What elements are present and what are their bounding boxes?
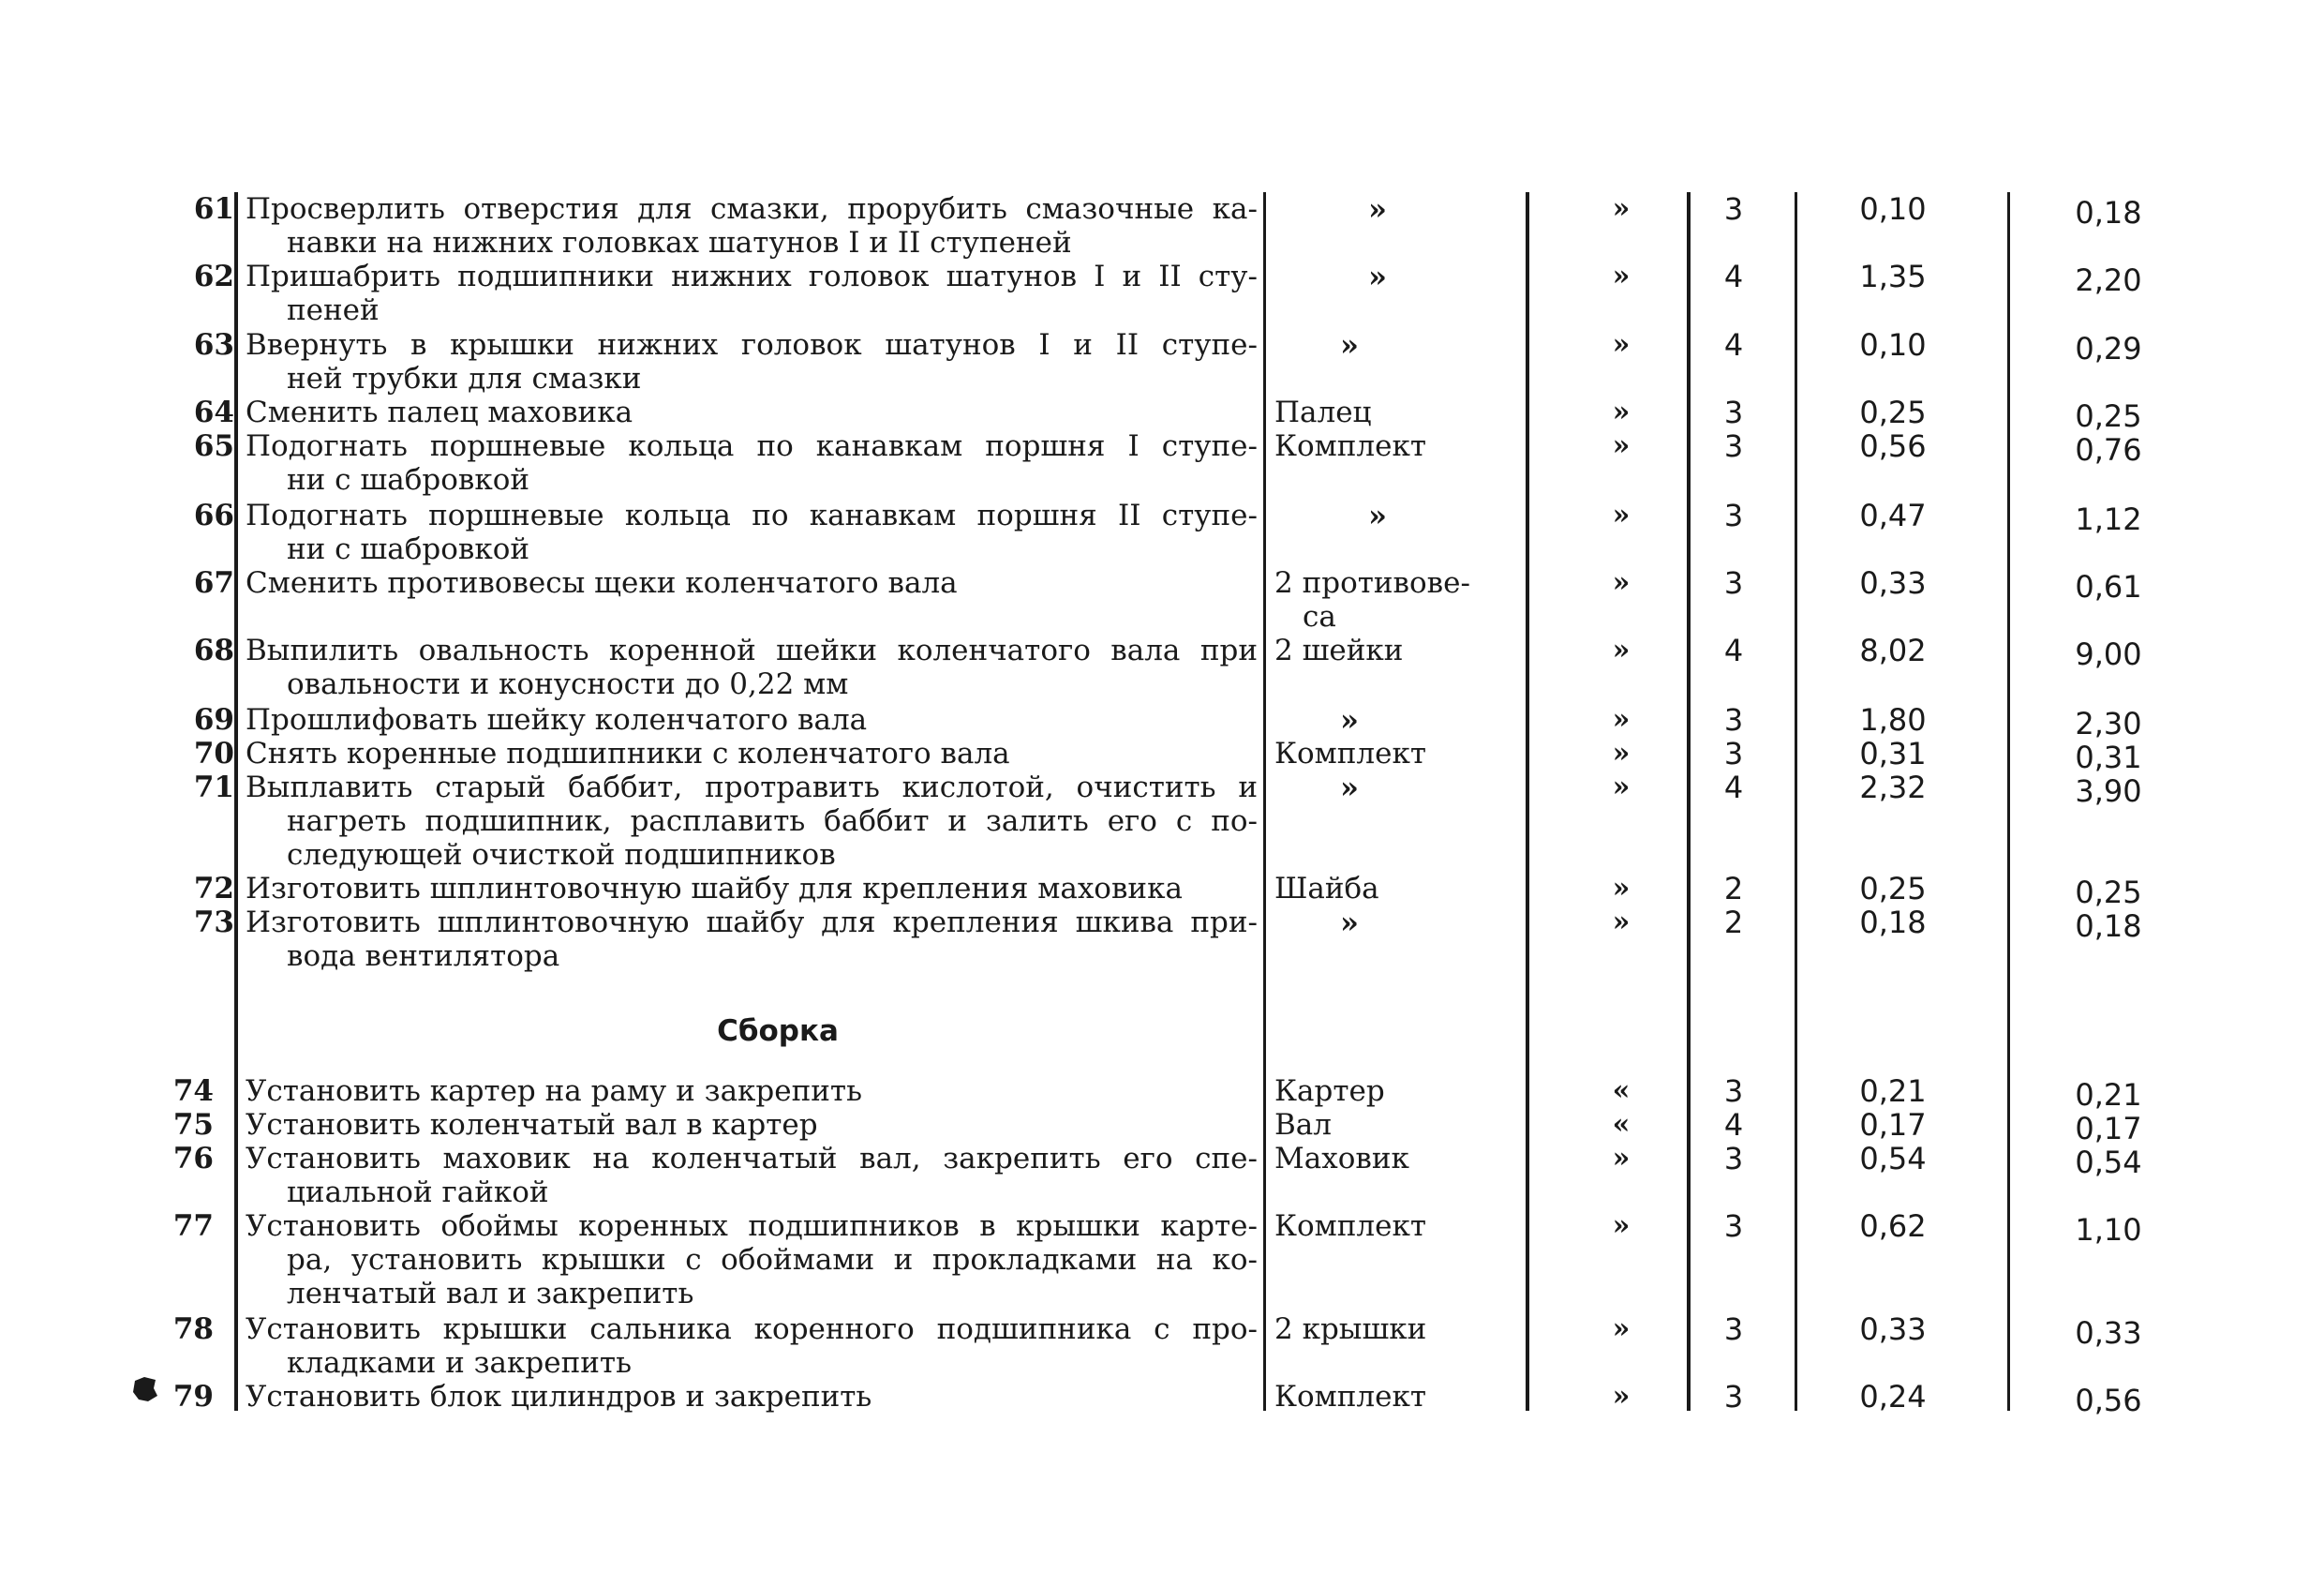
- time-value: 0,33: [1859, 565, 1927, 601]
- row-number: 66: [193, 499, 234, 532]
- norm-value: 0,29: [2075, 331, 2142, 367]
- rule-c3-c4: [1795, 192, 1797, 1411]
- row-description: [246, 499, 1258, 566]
- ditto-mark: »: [1340, 702, 1359, 738]
- description-line: Выпилить овальность коренной шейки коленчатого вала при: [246, 634, 1258, 667]
- description-line: Подогнать поршневые кольца по канавкам поршня I ступе-: [246, 429, 1258, 463]
- grade-value: 4: [1723, 770, 1744, 805]
- description-line: Установить коленчатый вал в картер: [246, 1108, 818, 1142]
- row-description: [246, 1312, 1258, 1380]
- row-number: 62: [193, 260, 234, 293]
- row-description: [246, 703, 1258, 737]
- row-number: 74: [172, 1074, 214, 1108]
- norm-value: 9,00: [2075, 636, 2142, 672]
- grade-value: 4: [1723, 633, 1744, 668]
- norm-value: 1,12: [2075, 502, 2142, 537]
- time-value: 0,10: [1859, 327, 1927, 363]
- row-number: 68: [193, 634, 234, 667]
- grade-value: 3: [1723, 498, 1744, 533]
- grade-value: 3: [1723, 1141, 1744, 1176]
- row-object: 2 шейки: [1274, 634, 1404, 667]
- ditto-mark-column: »: [1612, 1142, 1631, 1175]
- norm-value: 0,21: [2075, 1077, 2142, 1113]
- row-description: [246, 1209, 1258, 1310]
- row-description: [246, 737, 1258, 771]
- row-description: [246, 192, 1258, 260]
- row-number: 69: [193, 703, 234, 737]
- ditto-mark: »: [1340, 770, 1359, 805]
- norm-value: 0,18: [2075, 195, 2142, 231]
- row-description: [246, 1380, 1258, 1414]
- norm-value: 0,54: [2075, 1145, 2142, 1180]
- row-number: 79: [172, 1380, 214, 1414]
- grade-value: 3: [1723, 428, 1744, 464]
- description-line: следующей очисткой подшипников: [287, 838, 836, 872]
- ditto-mark-column: »: [1612, 1209, 1631, 1242]
- row-number: 72: [193, 872, 234, 906]
- time-value: 0,10: [1859, 191, 1927, 227]
- ditto-mark-column: »: [1612, 872, 1631, 905]
- row-object: Комплект: [1274, 1380, 1426, 1414]
- description-line: Выплавить старый баббит, протравить кислотой, очистить и: [246, 771, 1258, 804]
- norm-value: 0,56: [2075, 1383, 2142, 1418]
- time-value: 0,47: [1859, 498, 1927, 533]
- description-line: Прошлифовать шейку коленчатого вала: [246, 703, 868, 737]
- ditto-mark-column: «: [1612, 1074, 1631, 1107]
- norm-value: 0,61: [2075, 569, 2142, 605]
- norm-value: 0,33: [2075, 1315, 2142, 1351]
- row-number: 73: [193, 906, 234, 939]
- description-line: ленчатый вал и закрепить: [287, 1277, 694, 1310]
- row-description: [246, 1108, 1258, 1142]
- grade-value: 3: [1723, 736, 1744, 771]
- description-line: Сменить палец маховика: [246, 396, 633, 429]
- description-line: Просверлить отверстия для смазки, прорубить смазочные ка-: [246, 192, 1258, 226]
- ditto-mark-column: »: [1612, 634, 1631, 666]
- row-object: Шайба: [1274, 872, 1379, 906]
- row-description: [246, 396, 1258, 429]
- description-line: Ввернуть в крышки нижних головок шатунов I и II ступе-: [246, 328, 1258, 362]
- time-value: 8,02: [1859, 633, 1927, 668]
- description-line: Установить обоймы коренных подшипников в крышки карте-: [246, 1209, 1258, 1243]
- row-description: [246, 328, 1258, 396]
- row-description: [246, 260, 1258, 327]
- time-value: 0,62: [1859, 1208, 1927, 1244]
- row-object: Картер: [1274, 1074, 1385, 1108]
- description-line: Установить картер на раму и закрепить: [246, 1074, 862, 1108]
- row-object: 2 крышки: [1274, 1312, 1427, 1346]
- grade-value: 3: [1723, 1208, 1744, 1244]
- row-description: [246, 634, 1258, 701]
- ditto-mark-column: »: [1612, 260, 1631, 292]
- row-number: 70: [193, 737, 234, 771]
- ditto-mark-column: »: [1612, 396, 1631, 428]
- time-value: 0,54: [1859, 1141, 1927, 1176]
- description-line: Подогнать поршневые кольца по канавкам поршня II ступе-: [246, 499, 1258, 532]
- grade-value: 3: [1723, 1311, 1744, 1347]
- norm-value: 1,10: [2075, 1212, 2142, 1248]
- rule-c4-c5: [2007, 192, 2010, 1411]
- description-line: нагреть подшипник, расплавить баббит и залить его с по-: [287, 804, 1258, 838]
- row-description: [246, 906, 1258, 973]
- description-line: Изготовить шплинтовочную шайбу для крепления шкива при-: [246, 906, 1258, 939]
- description-line: Снять коренные подшипники с коленчатого вала: [246, 737, 1010, 771]
- row-object: Комплект: [1274, 1209, 1426, 1243]
- description-line: ни с шабровкой: [287, 463, 530, 497]
- time-value: 0,56: [1859, 428, 1927, 464]
- row-object: Вал: [1274, 1108, 1332, 1142]
- row-object: Комплект: [1274, 737, 1426, 771]
- row-number: 76: [172, 1142, 214, 1175]
- norm-value: 2,20: [2075, 262, 2142, 298]
- row-object: 2 противове-: [1274, 566, 1470, 600]
- row-description: [246, 771, 1258, 872]
- row-object: Комплект: [1274, 429, 1426, 463]
- ditto-mark: »: [1368, 498, 1387, 533]
- grade-value: 3: [1723, 565, 1744, 601]
- ditto-mark-column: «: [1612, 1108, 1631, 1141]
- norm-value: 3,90: [2075, 773, 2142, 809]
- row-number: 75: [172, 1108, 214, 1142]
- time-value: 0,18: [1859, 905, 1927, 940]
- ditto-mark: »: [1340, 327, 1359, 363]
- ditto-mark-column: »: [1612, 429, 1631, 462]
- ditto-mark: »: [1368, 191, 1387, 227]
- description-line: ней трубки для смазки: [287, 362, 642, 396]
- ditto-mark-column: »: [1612, 566, 1631, 599]
- time-value: 0,24: [1859, 1379, 1927, 1415]
- grade-value: 4: [1723, 259, 1744, 294]
- description-line: циальной гайкой: [287, 1175, 549, 1209]
- ditto-mark-column: »: [1612, 328, 1631, 361]
- row-number: 77: [172, 1209, 214, 1243]
- row-description: [246, 429, 1258, 497]
- time-value: 0,31: [1859, 736, 1927, 771]
- time-value: 0,25: [1859, 395, 1927, 430]
- norm-value: 0,25: [2075, 875, 2142, 910]
- description-line: вода вентилятора: [287, 939, 560, 973]
- row-object: Палец: [1274, 396, 1372, 429]
- description-line: ра, установить крышки с обоймами и прокладками на ко-: [287, 1243, 1258, 1277]
- description-line: навки на нижних головках шатунов I и II ступеней: [287, 226, 1072, 260]
- row-number: 65: [193, 429, 234, 463]
- grade-value: 4: [1723, 327, 1744, 363]
- grade-value: 3: [1723, 395, 1744, 430]
- grade-value: 2: [1723, 871, 1744, 906]
- ditto-mark-column: »: [1612, 703, 1631, 736]
- row-number: 63: [193, 328, 234, 362]
- rule-num-desc: [234, 192, 238, 1411]
- norm-value: 0,17: [2075, 1111, 2142, 1146]
- row-number: 71: [193, 771, 234, 804]
- grade-value: 3: [1723, 1379, 1744, 1415]
- description-line: кладками и закрепить: [287, 1346, 632, 1380]
- description-line: Изготовить шплинтовочную шайбу для крепления маховика: [246, 872, 1183, 906]
- section-title: Сборка: [717, 1014, 839, 1048]
- grade-value: 4: [1723, 1107, 1744, 1143]
- norm-value: 0,31: [2075, 740, 2142, 775]
- row-object-continuation: са: [1303, 600, 1336, 634]
- ditto-mark: »: [1368, 259, 1387, 294]
- description-line: ни с шабровкой: [287, 532, 530, 566]
- description-line: Сменить противовесы щеки коленчатого вала: [246, 566, 958, 600]
- time-value: 0,25: [1859, 871, 1927, 906]
- time-value: 0,33: [1859, 1311, 1927, 1347]
- row-description: [246, 1074, 1258, 1108]
- ditto-mark-column: »: [1612, 771, 1631, 803]
- rule-desc-object: [1263, 192, 1266, 1411]
- time-value: 1,80: [1859, 702, 1927, 738]
- ditto-mark-column: »: [1612, 906, 1631, 938]
- row-number: 64: [193, 396, 234, 429]
- ditto-mark: »: [1340, 905, 1359, 940]
- time-value: 2,32: [1859, 770, 1927, 805]
- description-line: Установить маховик на коленчатый вал, закрепить его спе-: [246, 1142, 1258, 1175]
- grade-value: 3: [1723, 191, 1744, 227]
- norm-value: 0,18: [2075, 908, 2142, 944]
- description-line: овальности и конусности до 0,22 мм: [287, 667, 849, 701]
- row-number: 67: [193, 566, 234, 600]
- ditto-mark-column: »: [1612, 1380, 1631, 1413]
- ditto-mark-column: »: [1612, 1312, 1631, 1345]
- row-description: [246, 872, 1258, 906]
- grade-value: 2: [1723, 905, 1744, 940]
- grade-value: 3: [1723, 702, 1744, 738]
- time-value: 0,21: [1859, 1073, 1927, 1109]
- norm-value: 0,25: [2075, 398, 2142, 434]
- grade-value: 3: [1723, 1073, 1744, 1109]
- description-line: пеней: [287, 293, 380, 327]
- row-object: Маховик: [1274, 1142, 1409, 1175]
- description-line: Установить крышки сальника коренного подшипника с про-: [246, 1312, 1258, 1346]
- ink-blot-mark: [131, 1375, 159, 1403]
- row-number: 78: [172, 1312, 214, 1346]
- ditto-mark-column: »: [1612, 499, 1631, 531]
- norm-value: 2,30: [2075, 706, 2142, 741]
- time-value: 1,35: [1859, 259, 1927, 294]
- row-description: [246, 1142, 1258, 1209]
- row-description: [246, 566, 1258, 600]
- description-line: Установить блок цилиндров и закрепить: [246, 1380, 872, 1414]
- description-line: Пришабрить подшипники нижних головок шатунов I и II сту-: [246, 260, 1258, 293]
- row-number: 61: [193, 192, 234, 226]
- ditto-mark-column: »: [1612, 192, 1631, 225]
- ditto-mark-column: »: [1612, 737, 1631, 770]
- time-value: 0,17: [1859, 1107, 1927, 1143]
- norm-value: 0,76: [2075, 432, 2142, 468]
